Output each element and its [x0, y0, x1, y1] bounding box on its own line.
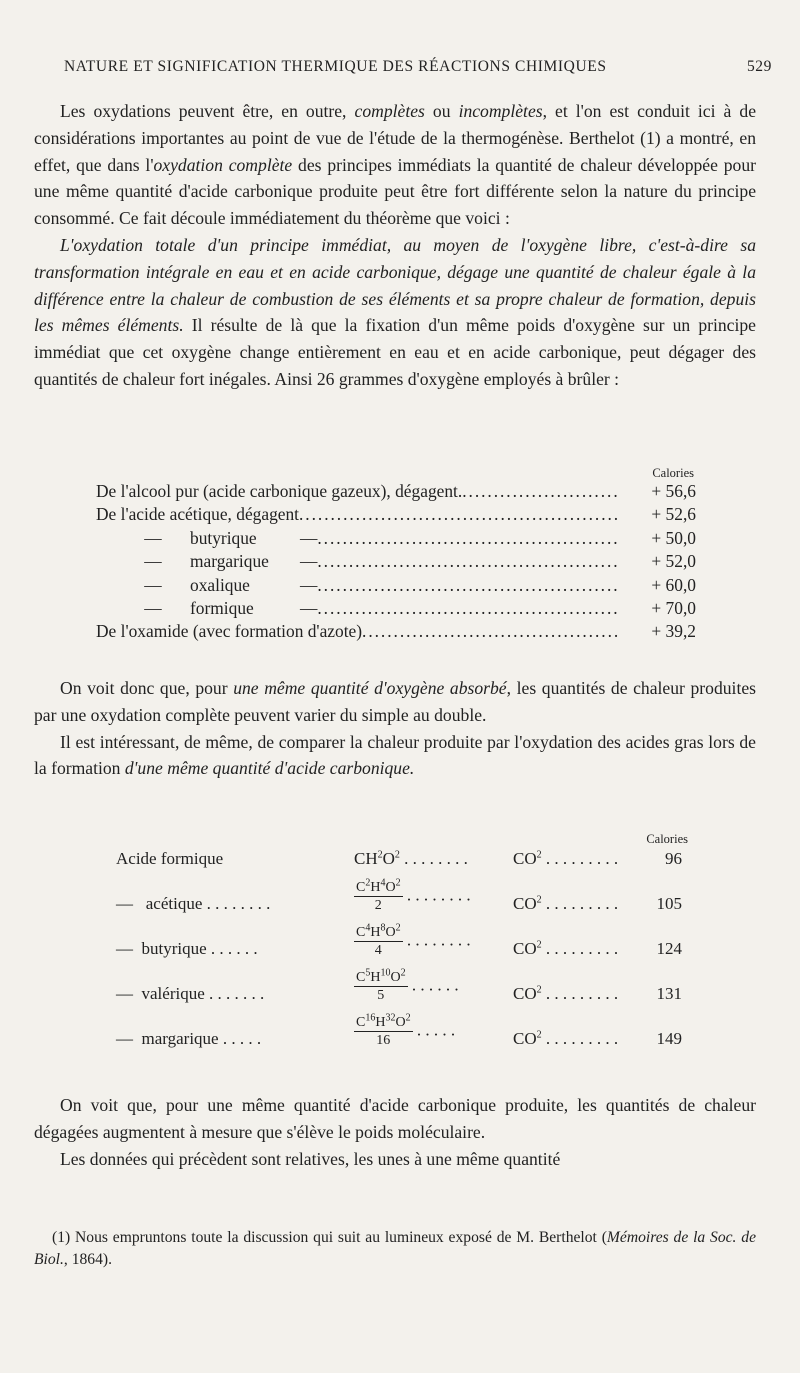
paragraph: On voit que, pour une même quantité d'acide carbonique produite, les quantités de chaleur dégagées augmentent à mesure que s'élève le poids moléculaire. — [34, 1095, 756, 1142]
theorem-statement: L'oxydation totale d'un principe immédiat, au moyen de l'oxygène libre, c'est-à-dire sa transformation intégrale en eau et en acide carbonique, dégage une quantité de chaleur égale à la différence entre la chaleur de combustion de ses éléments et sa propre chaleur de formation, depuis les mêmes éléments. — [34, 234, 756, 336]
intro-section — [34, 98, 756, 393]
table1-unit: Calories — [652, 466, 694, 480]
fatty-acid-heat-table — [116, 846, 686, 1052]
theorem-paragraph: L'oxydation totale d'un principe immédiat, au moyen de l'oxygène libre, c'est-à-dire sa transformation intégrale en eau et en acide carbonique, dégage une quantité de chaleur égale à la différence entre la chaleur de combustion de ses éléments et sa propre chaleur de formation, depuis les mêmes éléments. Il résulte de là que la fixation d'un même poids d'oxygène sur un principe immédiat que cet oxygène change entièrement en eau et en acide carbonique, peut dégager des quantités de chaleur fort inégales. Ainsi 26 grammes d'oxygène employés à brûler : — [34, 234, 756, 389]
table-row: De l'acide acétique, dégagent . . . + 52,6 — [96, 503, 696, 526]
paragraph: Il est intéressant, de même, de comparer la chaleur produite par l'oxydation des acides gras lors de la formation d'une même quantité d'acide carbonique. — [34, 731, 756, 779]
table-row: — acétique . . . . . . . . $\frac{C^2H^4O^2}{2}$ . . . . . . . . $CO^2$ . . . . . . . . . 105 — [116, 877, 682, 913]
intro-paragraph: Les oxydations peuvent être, en outre, complètes ou incomplètes, et l'on est conduit ici à de considérations importantes au point de vue de l'étude de la thermogénèse. Berthelot (1) a montré, en effet, que dans l'oxydation complète des principes immédiats la quantité de chaleur développée pour une même quantité d'acide carbonique produite peut être fort différente selon la nature du principe consommé. Ce fait découle immédiatement du théorème que voici : — [34, 101, 756, 229]
table-row: — butyrique . . . . . . $\frac{C^4H^8O^2}{4}$ . . . . . . . . $CO^2$ . . . . . . . . . 124 — [116, 922, 682, 958]
table-row: — valérique . . . . . . . $\frac{C^5H^{10}O^2}{5}$ . . . . . . $CO^2$ . . . . . . . . . 131 — [116, 967, 682, 1003]
table-row: — margarique . . . . . $\frac{C^{16}H^{32}O^2}{16}$ . . . . . $CO^2$ . . . . . . . . . 149 — [116, 1012, 682, 1048]
table-row: — margarique — . . . + 52,0 — [96, 550, 696, 573]
table-row: De l'oxamide (avec formation d'azote) . . . + 39,2 — [96, 620, 696, 643]
oxygen-heat-table — [96, 480, 696, 644]
page-number: 529 — [746, 58, 772, 75]
footnote: (1) Nous empruntons toute la discussion qui suit au lumineux exposé de M. Berthelot (Mémoires de la Soc. de Biol., 1864). — [34, 1229, 756, 1268]
paragraph: On voit donc que, pour une même quantité d'oxygène absorbé, les quantités de chaleur produites par une oxydation complète peuvent varier du simple au double. — [34, 678, 756, 725]
paragraph: Les données qui précèdent sont relatives, les unes à une même quantité — [60, 1148, 561, 1169]
closing-section — [34, 1092, 756, 1172]
running-header — [64, 58, 772, 76]
table2-unit: Calories — [646, 832, 688, 846]
table-row: — butyrique — . . . + 50,0 — [96, 527, 696, 550]
middle-section — [34, 675, 756, 782]
table-row: — oxalique — . . . + 60,0 — [96, 574, 696, 597]
table-row: Acide formique $CH^2O^2$ . . . . . . . . $CO^2$ . . . . . . . . . 96 — [116, 849, 682, 868]
table-row: — formique — . . . + 70,0 — [96, 597, 696, 620]
running-title: NATURE ET SIGNIFICATION THERMIQUE DES RÉACTIONS CHIMIQUES — [64, 58, 607, 75]
table-row: De l'alcool pur (acide carbonique gazeux), dégagent. . . . + 56,6 — [96, 480, 696, 503]
